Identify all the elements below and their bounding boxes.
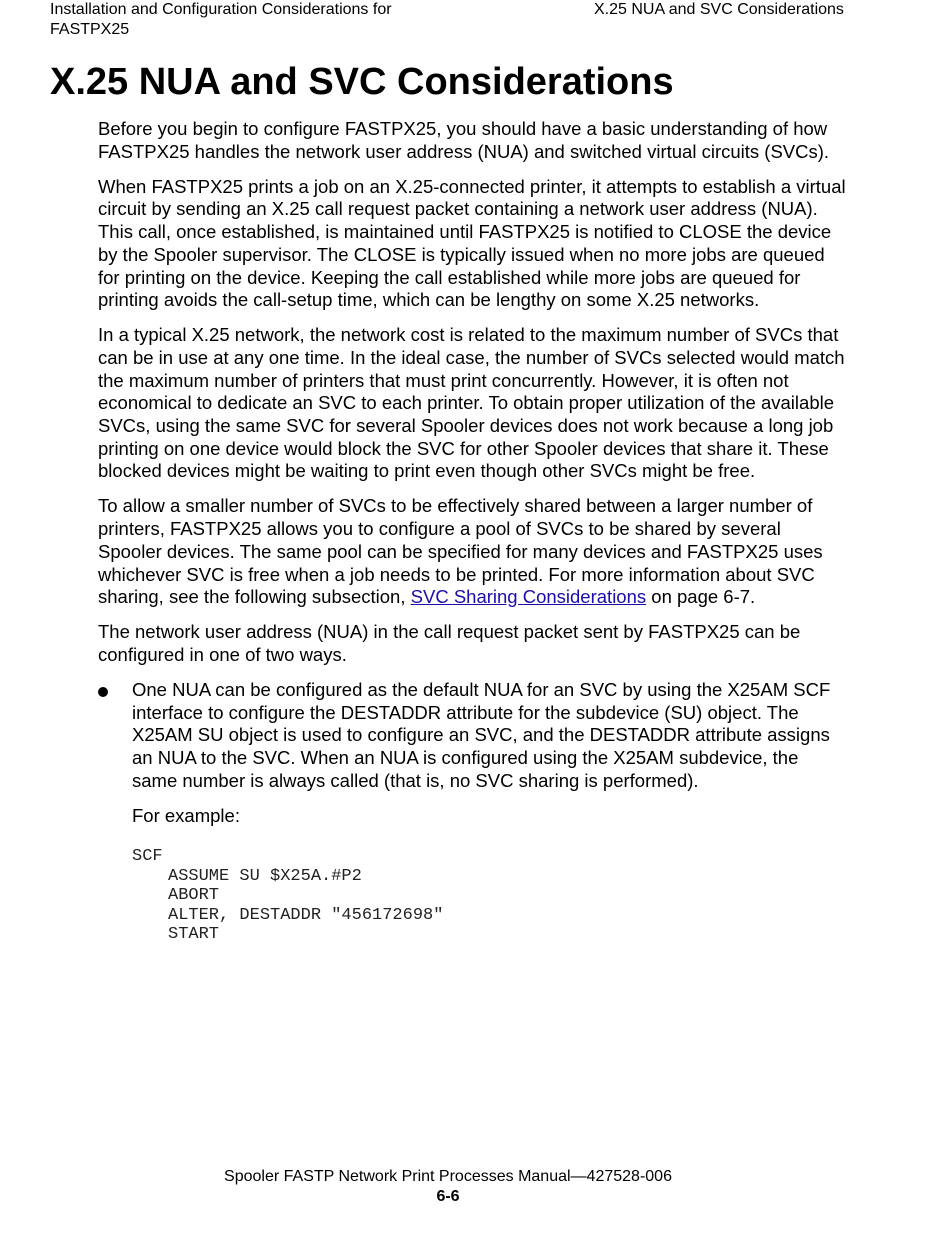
svc-sharing-link[interactable]: SVC Sharing Considerations <box>410 586 647 608</box>
footer-page-number: 6-6 <box>436 1188 460 1205</box>
running-header-chapter-line2: FASTPX25 <box>50 21 130 38</box>
code-line: START <box>168 925 220 945</box>
code-example <box>132 847 848 945</box>
example-label: For example: <box>132 804 240 826</box>
code-line: ASSUME SU $X25A.#P2 <box>168 866 362 886</box>
running-header-chapter-line1: Installation and Configuration Considerations for <box>50 1 392 18</box>
paragraph-svc-pool-text: To allow a smaller number of SVCs to be effectively shared between a larger number of printers, FASTPX25 allows you to configure a pool of SVCs to be shared by several Spooler devices. The same pool can be specified for many devices and FASTPX25 uses whichever SVC is free when a job needs to be printed. For more information about SVC sharing, see the following subsection, <box>98 495 823 608</box>
bullet-text: One NUA can be configured as the default NUA for an SVC by using the X25AM SCF interface to configure the DESTADDR attribute for the subdevice (SU) object. The X25AM SU object is used to configure an SVC, and the DESTADDR attribute assigns an NUA to the SVC. When an NUA is configured using the X25AM subdevice, the same number is always called (that is, no SVC sharing is performed). <box>132 678 831 791</box>
body-text <box>98 118 848 945</box>
running-header-chapter <box>50 0 450 40</box>
footer-manual-title: Spooler FASTP Network Print Processes Manual—427528-006 <box>224 1168 672 1185</box>
running-header-section: X.25 NUA and SVC Considerations <box>594 1 844 18</box>
bullet-body <box>132 679 848 945</box>
paragraph-network-cost: In a typical X.25 network, the network cost is related to the maximum number of SVCs that can be in use at any one time. In the ideal case, the number of SVCs selected would match the maximum number of printers that must print concurrently. However, it is often not economical to dedicate an SVC to each printer. To obtain proper utilization of the available SVCs, using the same SVC for several Spooler devices does not work because a long job printing on one device would block the SVC for other Spooler devices that share it. These blocked devices might be waiting to print even though other SVCs might be free. <box>98 324 845 482</box>
code-line: ABORT <box>168 886 220 906</box>
paragraph-svc-pool-page-ref: on page 6-7. <box>646 586 756 608</box>
bullet-dot-icon <box>98 687 108 697</box>
section-title: X.25 NUA and SVC Considerations <box>50 61 674 103</box>
paragraph-intro: Before you begin to configure FASTPX25, you should have a basic understanding of how FASTPX25 handles the network user address (NUA) and switched virtual circuits (SVCs). <box>98 118 830 162</box>
code-line: ALTER, DESTADDR "456172698" <box>168 905 444 925</box>
bullet-item-default-nua <box>98 679 848 945</box>
paragraph-call-setup: When FASTPX25 prints a job on an X.25-connected printer, it attempts to establish a virtual circuit by sending an X.25 call request packet containing a network user address (NUA). This call, once established, is maintained until FASTPX25 is notified to CLOSE the device by the Spooler supervisor. The CLOSE is typically issued when no more jobs are queued for printing on the device. Keeping the call established while more jobs are queued for printing avoids the call-setup time, which can be lengthy on some X.25 networks. <box>98 175 846 311</box>
paragraph-svc-pool <box>98 495 848 609</box>
code-line: SCF <box>132 847 163 867</box>
paragraph-nua-config: The network user address (NUA) in the call request packet sent by FASTPX25 can be configured in one of two ways. <box>98 621 801 665</box>
